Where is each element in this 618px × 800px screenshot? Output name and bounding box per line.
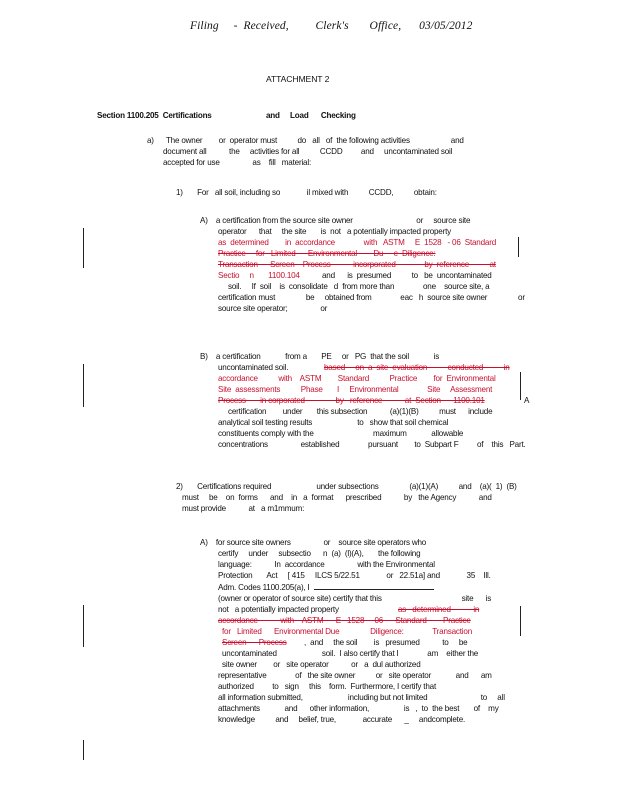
para-2a-line-1: A) for source site owners or source site operators who [200,538,427,547]
header-date: 03/05/2012 [419,20,473,32]
para-1b-line-5-a: A [524,396,530,405]
para-2a-line-12: site owner or site operator or a dul authorized [222,660,421,669]
para-1a-line-7: soil. If soil is consolidate d from more than one source site, a [228,282,490,291]
para-1b-line-3: accordance with ASTM Standard Practice for Environmental [218,374,496,383]
para-1b-line-2: uncontaminated soil. [218,363,289,372]
para-2-line-1: 2) Certifications required under subsections (a)(1)(A) and (a)( 1) (B) [176,482,517,491]
para-2a-line-9: for Limited Environmental Due Diligence: Transaction [222,627,473,636]
para-1b-line-8: constituents comply with the maximum allowable [218,429,464,438]
revision-bar [520,372,521,400]
para-2a-line-6: (owner or operator of source site) certify that this site is [218,594,492,603]
para-2a-line-11: uncontaminated soil. I also certify that I am either the [222,649,479,658]
para-2a-line-17: knowledge and belief, true, accurate _ andcomplete. [218,715,466,724]
para-2a-line-14: authorized to sign this form. Furthermore, I certify that [218,682,437,691]
para-1a-line-9: source site operator; or [218,304,328,313]
para-1a-line-8: certification must be obtained from eac h source site owner or [218,293,525,302]
para-2a-line-7: not a potentially impacted property [218,605,339,614]
para-1a-line-6-tail: and is presumed to be uncontaminated [322,271,492,280]
para-1a-line-5: Transaction Screen Process incorporated by reference at [218,260,496,269]
para-1b-line-1: B) a certification from a PE or PG that the soil is [200,352,440,361]
header-received: - Received, [233,20,289,32]
para-1a-line-4: Practice for Limited Environmental Du e Diligence: [218,249,436,258]
revision-bar [83,228,84,268]
header-office: Clerk's Office, [315,20,402,32]
para-a-line-1: a) The owner or operator must do all of the following activities and [147,136,464,145]
attachment-title: ATTACHMENT 2 [266,74,330,84]
para-2a-line-5-text: Adm. Codes 1100.205(a), I [218,583,310,592]
para-1a-line-3: as determined in accordance with ASTM E 1528 - 06 Standard [218,238,497,247]
filing-header [190,20,472,32]
para-2a-line-10-tail: , and the soil is presumed to be [304,638,468,647]
para-2a-line-16: attachments and other information, is , to the best of my [218,704,499,713]
para-1a-line-2: operator that the site is not a potentially impacted property [218,227,451,236]
section-heading-rest: and Load Checking [266,111,356,120]
revision-bar [83,605,84,647]
para-2a-line-7-struck: as determined in [398,605,480,614]
para-2a-line-13: representative of the site owner or site operator and am [218,671,492,680]
para-2a-line-10: Screen Process [222,638,287,647]
para-a-line-2: document all the activities for all CCDD and uncontaminated soil [163,147,453,156]
para-2a-line-15: all information submitted, including but not limited to all [218,693,505,702]
para-2-line-2: must be on forms and in a format prescribed by the Agency and [182,493,492,502]
para-2a-line-3: language: In accordance with the Environmental [218,560,435,569]
section-heading-number: Section 1100.205 Certifications [97,111,212,120]
para-2a-line-2: certify under subsectio n (a) (l)(A), the following [218,549,421,558]
para-a-line-3: accepted for use as fill material: [163,158,311,167]
signature-blank [314,582,434,590]
para-2a-line-8: accordance with ASTM E 1528 06 Standard Practice [218,616,471,625]
revision-bar [518,237,519,257]
para-2a-line-4: Protection Act [ 415 ILCS 5/22.51 or 22.51a] and 35 Ill. [218,571,491,580]
para-1b-line-9: concentrations established pursuant to Subpart F of this Part. [218,440,526,449]
header-filing: Filing [190,20,219,32]
para-2a-line-5 [218,582,434,593]
para-1b-line-7: analytical soil testing results to show that soil chemical [218,418,449,427]
para-2-line-3: must provide at a m1mmum: [182,504,305,513]
revision-bar [83,740,84,760]
revision-bar [520,606,521,636]
para-1a-line-6: Sectio n 1100.104 [218,271,300,280]
para-1: 1) For all soil, including so il mixed with CCDD, obtain: [176,188,437,197]
para-1a-line-1: A) a certification from the source site owner or source site [200,216,471,225]
para-1b-line-2-struck: based on a site evaluation conducted in [324,363,510,372]
revision-bar [83,364,84,407]
para-1b-line-5: Process in corporated by reference at Section 1100.101 [218,396,485,405]
para-1b-line-6: certification under this subsection (a)(1)(B) must include [228,407,493,416]
para-1b-line-4: Site assessments Phase I Environmental Site Assessment [218,385,493,394]
